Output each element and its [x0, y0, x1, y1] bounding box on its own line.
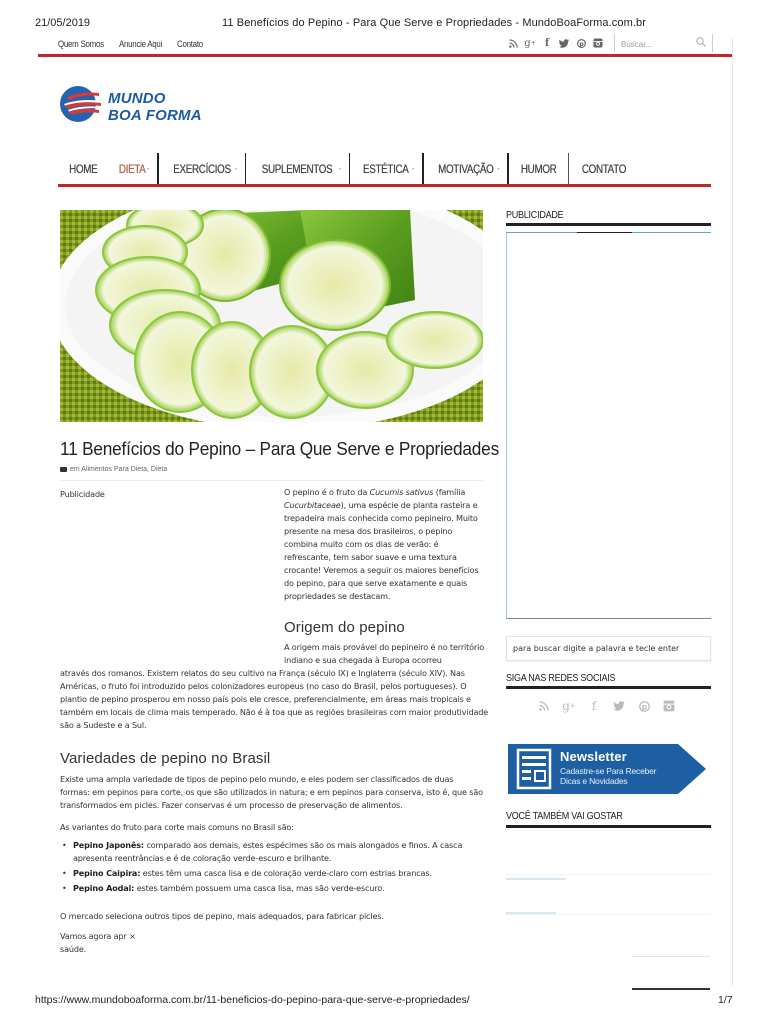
svg-text:p: p	[578, 40, 584, 48]
print-date: 21/05/2019	[35, 17, 91, 29]
sidebar-search-box	[506, 636, 711, 661]
article-meta	[60, 466, 167, 473]
nav-label: SUPLEMENTOS	[262, 161, 333, 176]
newsletter-banner[interactable]	[508, 744, 708, 794]
search-icon[interactable]	[696, 37, 706, 47]
pinterest-icon[interactable]	[638, 699, 650, 713]
ad-frame-mark	[577, 232, 632, 233]
google-plus-icon[interactable]: g +	[524, 37, 536, 49]
truncated-line: Vamos agora apr ×	[60, 931, 136, 941]
variety-desc: estes têm uma casca lisa e de coloração verde-claro com estrias brancas.	[140, 868, 432, 878]
logo-globe-icon	[59, 85, 101, 123]
sidebar-ad-frame[interactable]	[506, 232, 711, 619]
top-red-divider	[38, 54, 732, 57]
nav-item-suplementos[interactable]	[246, 152, 348, 185]
top-link-quem-somos[interactable]: Quem Somos	[58, 39, 104, 49]
sidebar-search-input[interactable]	[507, 637, 702, 660]
intro-text: (família	[433, 487, 466, 497]
twitter-icon[interactable]	[559, 37, 569, 49]
list-item	[60, 839, 485, 865]
facebook-icon[interactable]: f	[591, 699, 597, 713]
nav-item-dieta[interactable]	[108, 152, 157, 185]
list-item	[60, 882, 485, 895]
top-social-icons	[508, 37, 603, 49]
nav-item-estetica[interactable]	[350, 152, 422, 185]
sidebar-heading-bar	[506, 686, 711, 689]
nav-label: ESTÉTICA	[363, 161, 409, 176]
related-divider	[506, 874, 711, 875]
sidebar-heading-related	[506, 810, 642, 822]
variety-name: Pepino Caipira:	[73, 868, 141, 878]
nav-label: MOTIVAÇÃO	[437, 161, 493, 176]
heading-text: SIGA NAS REDES SOCIAIS	[506, 672, 616, 684]
pinterest-icon[interactable]	[576, 37, 586, 49]
nav-label: CONTATO	[581, 161, 627, 176]
intro-text: O pepino é o fruto da	[284, 487, 370, 497]
nav-item-exercicios[interactable]	[159, 152, 245, 185]
origem-paragraph-cont: através dos romanos. Existem relatos do seu cultivo na França (século IX) e Inglaterra (século XIV). Nas Américas, o fruto foi introduzido pelos colonizadores europeus (no caso do Brasil, pelos portugueses). O plantio de pepino prosperou em nosso país pois ele cresce, preferencialmente, em áreas mais tropicais e também em locais de clima mais temperado. Não é à toa que as regiões brasileiras com maior produtividade são a Sudeste e a Sul.	[60, 668, 489, 730]
top-search-box	[614, 34, 713, 52]
article-hero-image	[60, 210, 483, 422]
logo-text-line2: BOA FORMA	[108, 107, 202, 124]
related-item-placeholder	[506, 878, 566, 880]
rss-icon[interactable]	[508, 37, 518, 49]
nav-item-home[interactable]	[58, 152, 108, 185]
svg-text:p: p	[641, 701, 647, 711]
instagram-icon[interactable]	[593, 37, 603, 49]
article-title	[60, 438, 532, 460]
facebook-icon[interactable]: f	[544, 37, 550, 49]
nav-item-contato[interactable]	[569, 152, 639, 185]
nav-red-divider	[58, 184, 711, 187]
variedades-intro-list: As variantes do fruto para corte mais comuns no Brasil são:	[60, 822, 294, 832]
sidebar-heading-bar	[506, 223, 711, 226]
nav-item-humor[interactable]	[509, 152, 568, 185]
newsletter-subtitle: Cadastre-se Para Receber Dicas e Novidades	[560, 766, 657, 786]
top-links	[58, 39, 206, 49]
nav-label: EXERCÍCIOS	[172, 161, 231, 176]
ad-label: Publicidade	[60, 489, 105, 499]
article-categories[interactable]: em Alimentos Para Dieta, Dieta	[70, 466, 168, 473]
rss-icon[interactable]	[538, 699, 550, 713]
newsletter-document-icon	[518, 750, 550, 788]
sidebar-heading-bar	[506, 825, 711, 828]
nav-label: HUMOR	[520, 161, 557, 176]
main-navigation	[58, 152, 711, 185]
nav-label: DIETA	[119, 161, 146, 176]
heading-text: PUBLICIDADE	[506, 209, 564, 221]
article-intro	[284, 486, 484, 603]
related-divider	[632, 956, 710, 957]
dropdown-indicator-icon: -	[338, 164, 341, 173]
dropdown-indicator-icon: -	[497, 164, 500, 173]
origem-paragraph-start: A origem mais provável do pepineiro é no território indiano e sua chegada à Europa ocorreu	[284, 642, 484, 665]
variety-name: Pepino Japonês:	[73, 840, 145, 850]
heading-text: VOCÊ TAMBÉM VAI GOSTAR	[506, 810, 623, 822]
variedades-list	[60, 839, 485, 897]
sidebar-social-icons	[538, 699, 675, 713]
sidebar-bottom-bar	[632, 988, 710, 990]
instagram-icon[interactable]	[663, 699, 675, 713]
section-heading-origem: Origem do pepino	[284, 619, 405, 636]
truncated-line: saúde.	[60, 944, 87, 954]
top-link-anuncie-aqui[interactable]: Anuncie Aqui	[119, 39, 163, 49]
newsletter-title: Newsletter	[560, 749, 627, 764]
google-plus-icon[interactable]: g +	[562, 699, 576, 713]
logo-text-line1: MUNDO	[108, 90, 166, 107]
nav-item-motivacao[interactable]	[424, 152, 508, 185]
list-item	[60, 867, 485, 880]
folder-icon	[60, 467, 67, 472]
site-logo[interactable]	[59, 83, 219, 125]
article-divider	[60, 480, 483, 481]
species-name: Cucumis sativus	[369, 487, 434, 497]
intro-text: ), uma espécie de planta rasteira e trepadeira mais conhecida como pepineiro. Muito presente na mesa dos brasileiros, o pepino combina muito com os dias de verão: é refrescante, tem sabor suave e uma textura crocante! Veremos a seguir os maiores benefícios do pepino, para que serve exatamente e quais propriedades se destacam.	[284, 500, 479, 601]
variety-desc: comparado aos demais, estes espécimes são os mais alongados e finos. A casca apresenta reentrâncias e é de coloração verde-escuro e brilhante.	[73, 840, 463, 863]
top-bar	[38, 36, 732, 54]
nav-label: HOME	[69, 161, 98, 176]
related-divider	[506, 914, 711, 915]
variety-desc: estes também possuem uma casca lisa, mas são verde-escuro.	[134, 883, 385, 893]
sidebar-heading-publicidade	[506, 209, 573, 221]
print-url: https://www.mundoboaforma.com.br/11-beneficios-do-pepino-para-que-serve-e-propriedades/	[35, 994, 470, 1006]
sidebar-heading-social	[506, 672, 633, 684]
print-page-title: 11 Benefícios do Pepino - Para Que Serve e Propriedades - MundoBoaForma.com.br	[222, 17, 646, 29]
family-name: Cucurbitaceae	[284, 500, 341, 510]
dropdown-indicator-icon: -	[411, 164, 415, 173]
article-title-text: 11 Benefícios do Pepino – Para Que Serve e Propriedades	[60, 438, 499, 459]
variety-name: Pepino Aodai:	[73, 883, 135, 893]
top-search-input[interactable]	[621, 37, 697, 53]
dropdown-indicator-icon: -	[146, 164, 150, 173]
page-edge-divider	[732, 38, 733, 986]
variedades-paragraph: Existe uma ampla variedade de tipos de pepino pelo mundo, e eles podem ser classificados de duas formas: em pepinos para corte, os que são utilizados in natura; e em pepinos para conserva, isto é, que são transformados em picles. Fazer conservas é um processo de preservação de alimentos.	[60, 774, 483, 810]
twitter-icon[interactable]	[613, 699, 625, 713]
top-link-contato[interactable]: Contato	[176, 39, 203, 49]
picles-paragraph: O mercado seleciona outros tipos de pepino, mais adequados, para fabricar picles.	[60, 911, 384, 921]
print-page-number: 1/7	[718, 994, 733, 1006]
truncated-paragraph	[60, 930, 260, 956]
dropdown-indicator-icon: -	[234, 164, 237, 173]
section-heading-variedades: Variedades de pepino no Brasil	[60, 750, 271, 767]
